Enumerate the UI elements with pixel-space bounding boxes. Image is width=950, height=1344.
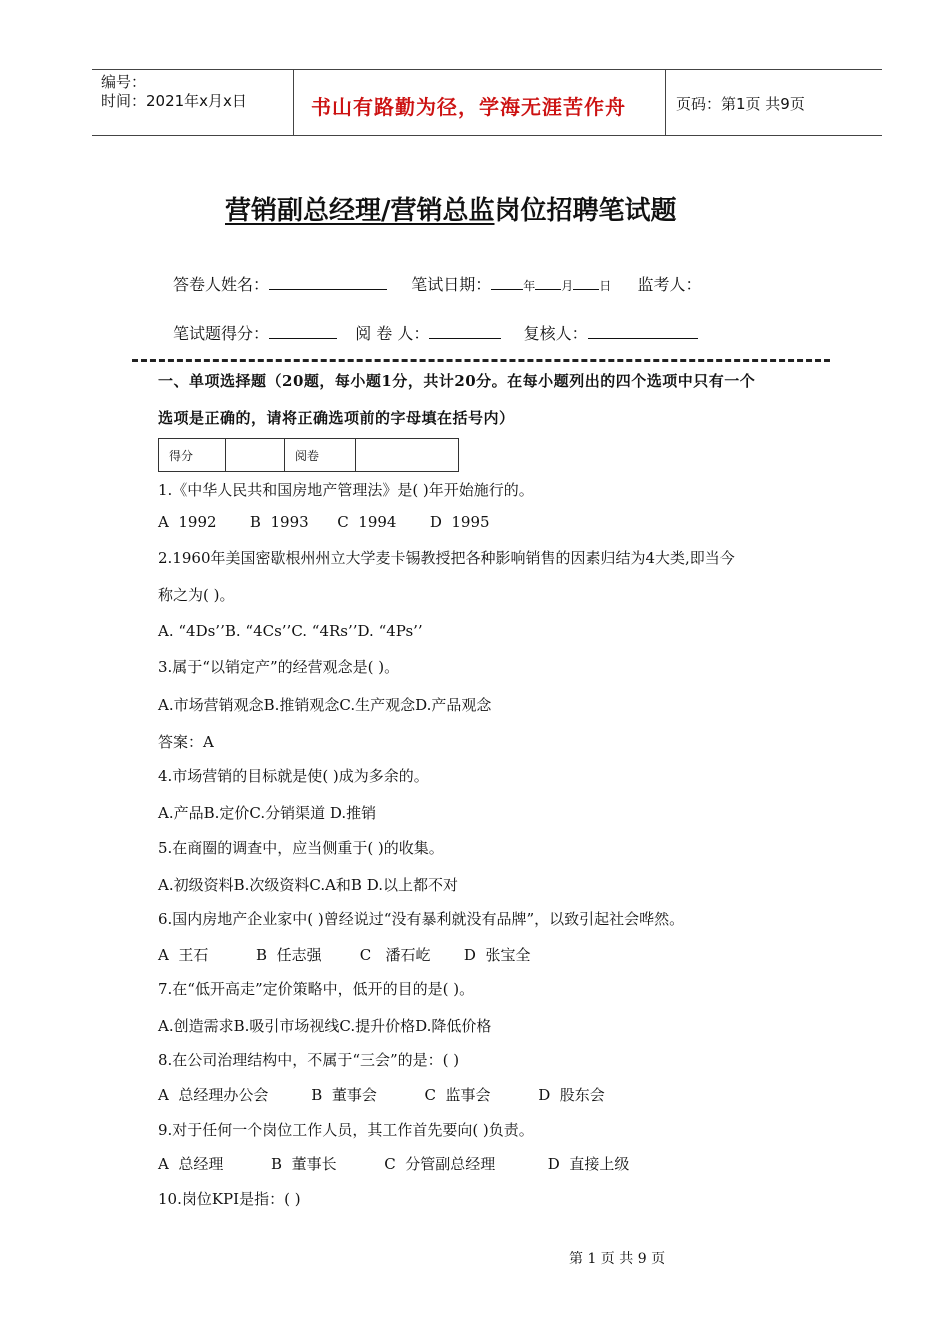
header-top-border xyxy=(92,69,882,70)
question-2-options: A. “4Ds’’B. “4Cs’’C. “4Rs’’D. “4Ps’’ xyxy=(158,622,423,640)
reviewer-label: 复核人： xyxy=(523,324,588,343)
question-9: 9.对于任何一个岗位工作人员，其工作首先要向( )负责。 xyxy=(158,1121,534,1139)
field-row-1 xyxy=(173,272,701,295)
day-label: 日 xyxy=(599,279,612,293)
question-4: 4.市场营销的目标就是使( )成为多余的。 xyxy=(158,767,429,785)
header-slogan: 书山有路勤为径，学海无涯苦作舟 xyxy=(311,95,626,119)
score-cell-label: 得分 xyxy=(159,439,226,472)
reviewer-blank[interactable] xyxy=(588,322,698,339)
question-8: 8.在公司治理结构中，不属于“三会”的是：( ) xyxy=(158,1051,460,1069)
month-blank[interactable] xyxy=(535,273,561,290)
question-3: 3.属于“以销定产”的经营观念是( )。 xyxy=(158,658,400,676)
name-label: 答卷人姓名： xyxy=(173,275,270,294)
header-bottom-border xyxy=(92,135,882,136)
year-label: 年 xyxy=(523,279,536,293)
question-1: 1.《中华人民共和国房地产管理法》是( )年开始施行的。 xyxy=(158,481,534,499)
question-3-options: A.市场营销观念B.推销观念C.生产观念D.产品观念 xyxy=(158,696,492,714)
month-label: 月 xyxy=(561,279,574,293)
reader-cell-value[interactable] xyxy=(356,439,459,472)
date-label: 笔试日期： xyxy=(411,275,492,294)
name-blank[interactable] xyxy=(269,273,387,290)
question-2-line-1: 2.1960年美国密歇根州州立大学麦卡锡教授把各种影响销售的因素归结为4大类,即当今 xyxy=(158,549,735,567)
page-title xyxy=(225,190,677,227)
serial-label: 编号： xyxy=(101,73,147,91)
score-cell-value[interactable] xyxy=(226,439,285,472)
question-7-options: A.创造需求B.吸引市场视线C.提升价格D.降低价格 xyxy=(158,1017,492,1035)
question-2-line-2: 称之为( )。 xyxy=(158,586,235,604)
title-rest: 岗位招聘笔试题 xyxy=(494,196,677,226)
question-6: 6.国内房地产企业家中( )曾经说过“没有暴利就没有品牌”，以致引起社会哗然。 xyxy=(158,910,685,928)
reader-cell-label: 阅卷 xyxy=(285,439,356,472)
question-5-options: A.初级资料B.次级资料C.A和B D.以上都不对 xyxy=(158,876,458,894)
question-9-options: A 总经理 B 董事长 C 分管副总经理 D 直接上级 xyxy=(158,1155,630,1173)
question-3-answer: 答案：A xyxy=(158,733,214,751)
page-footer: 第 1 页 共 9 页 xyxy=(569,1251,666,1267)
reader-blank[interactable] xyxy=(429,322,501,339)
title-position: 营销副总经理/营销总监 xyxy=(225,196,495,226)
question-6-options: A 王石 B 任志强 C 潘石屹 D 张宝全 xyxy=(158,946,531,964)
score-label: 笔试题得分： xyxy=(173,324,270,343)
reader-label: 阅 卷 人： xyxy=(355,324,430,343)
question-8-options: A 总经理办公会 B 董事会 C 监事会 D 股东会 xyxy=(158,1086,605,1104)
day-blank[interactable] xyxy=(573,273,599,290)
header-divider-right xyxy=(665,69,666,135)
question-1-options: A 1992 B 1993 C 1994 D 1995 xyxy=(158,513,490,531)
header-divider-left xyxy=(293,69,294,135)
question-10: 10.岗位KPI是指：( ) xyxy=(158,1190,301,1208)
dashed-separator xyxy=(132,359,830,362)
score-blank[interactable] xyxy=(269,322,337,339)
year-blank[interactable] xyxy=(491,273,523,290)
question-4-options: A.产品B.定价C.分销渠道 D.推销 xyxy=(158,804,377,822)
time-label: 时间：2021年x月x日 xyxy=(101,92,247,110)
section-heading-line-2: 选项是正确的，请将正确选项前的字母填在括号内） xyxy=(158,409,515,427)
proctor-label: 监考人： xyxy=(637,275,702,294)
section-heading-line-1: 一、单项选择题（20题，每小题1分，共计20分。在每小题列出的四个选项中只有一个 xyxy=(158,372,756,390)
page-label: 页码：第1页 共9页 xyxy=(676,95,805,113)
field-row-2 xyxy=(173,321,698,344)
score-table xyxy=(158,438,459,472)
question-7: 7.在“低开高走”定价策略中，低开的目的是( )。 xyxy=(158,980,475,998)
question-5: 5.在商圈的调查中，应当侧重于( )的收集。 xyxy=(158,839,444,857)
